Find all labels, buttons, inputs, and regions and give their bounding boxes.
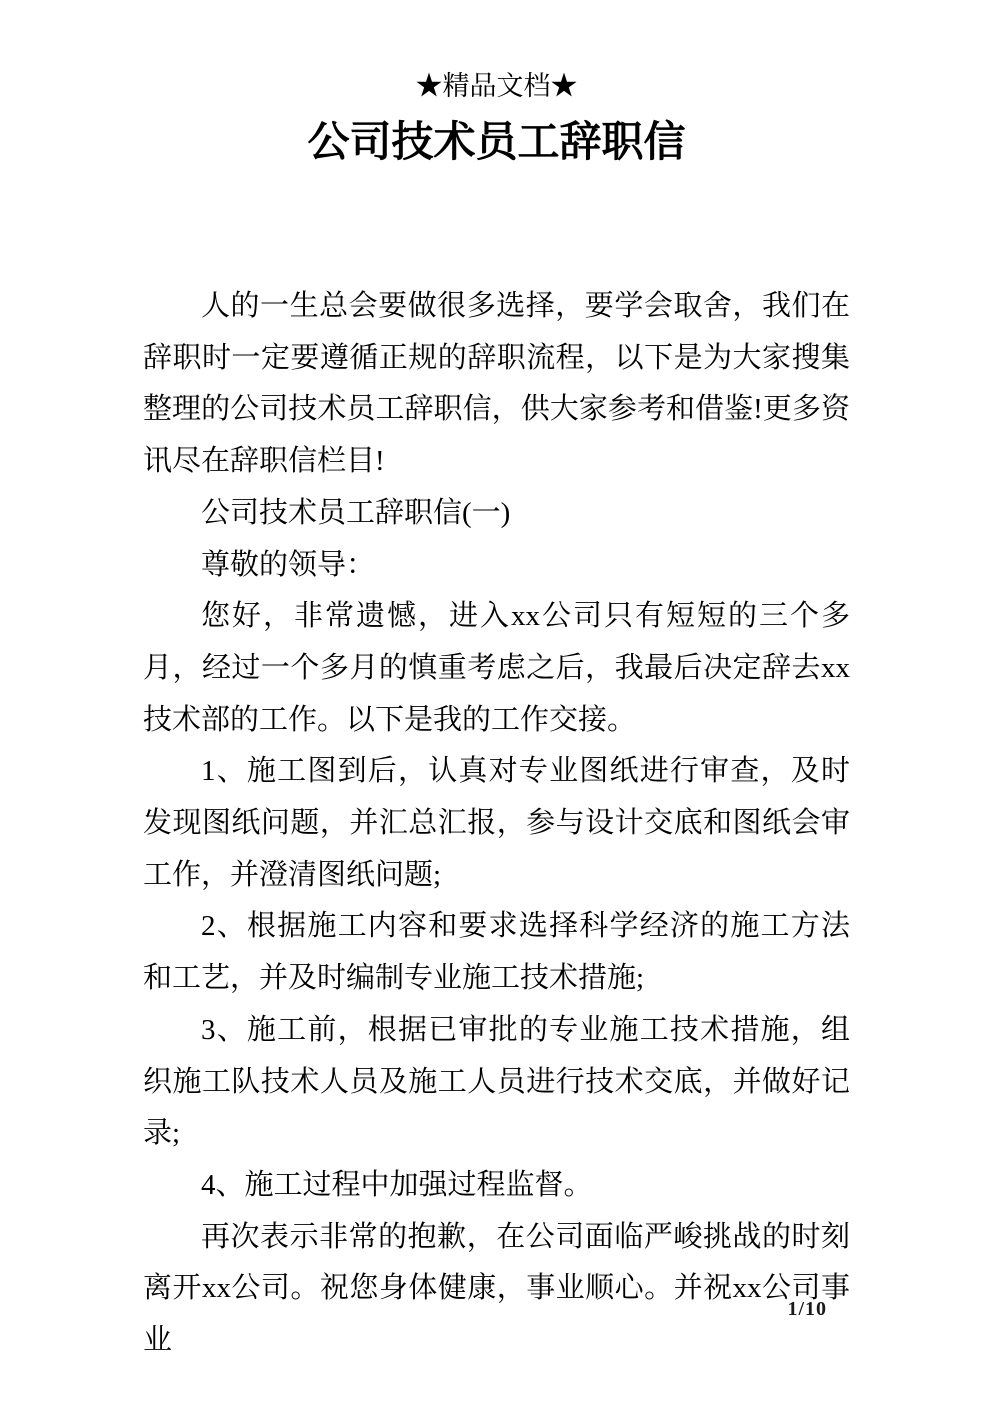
paragraph-handover-item-2: 2、根据施工内容和要求选择科学经济的施工方法和工艺，并及时编制专业施工技术措施; [143,910,850,995]
document-body [143,281,850,1367]
page-title: 公司技术员工辞职信 [307,120,686,166]
paragraph-handover-item-4: 4、施工过程中加强过程监督。 [201,1168,593,1201]
paragraph-letter-heading: 公司技术员工辞职信(一) [201,496,511,529]
premium-document-badge: ★精品文档★ [415,71,578,101]
paragraph-opening: 您好，非常遗憾，进入xx公司只有短短的三个多月，经过一个多月的慎重考虑之后，我最后决定辞去xx技术部的工作。以下是我的工作交接。 [143,600,850,736]
paragraph-salutation: 尊敬的领导： [201,548,376,581]
paragraph-closing: 再次表示非常的抱歉，在公司面临严峻挑战的时刻离开xx公司。祝您身体健康，事业顺心。并祝xx公司事业 [143,1220,850,1357]
paragraph-intro: 人的一生总会要做很多选择，要学会取舍，我们在辞职时一定要遵循正规的辞职流程，以下是为大家搜集整理的公司技术员工辞职信，供大家参考和借鉴!更多资讯尽在辞职信栏目! [143,290,850,478]
paragraph-handover-item-1: 1、施工图到后，认真对专业图纸进行审查，及时发现图纸问题，并汇总汇报，参与设计交底和图纸会审工作，并澄清图纸问题; [143,755,850,891]
page-number-indicator: 1/10 [787,1298,827,1320]
paragraph-handover-item-3: 3、施工前，根据已审批的专业施工技术措施，组织施工队技术人员及施工人员进行技术交底，并做好记录; [143,1013,850,1150]
